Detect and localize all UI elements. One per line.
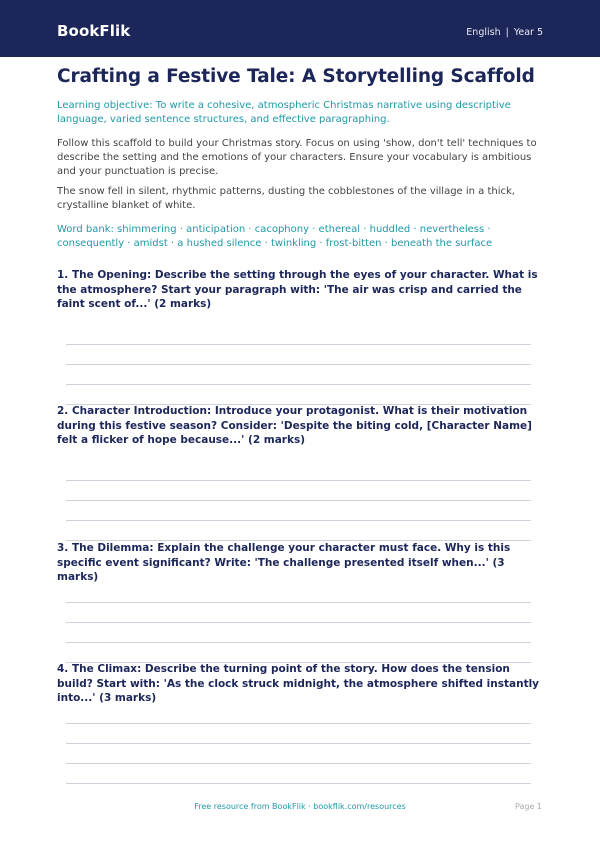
answer-line[interactable]	[66, 783, 531, 784]
answer-line[interactable]	[66, 384, 531, 385]
question-1: 1. The Opening: Describe the setting through the eyes of your character. What is the atmosphere? Start your paragraph with: 'The air was crisp and carried the faint scent of...' (2 marks)	[57, 269, 538, 310]
question-4: 4. The Climax: Describe the turning point of the story. How does the tension build? Start with: 'As the clock struck midnight, the atmosphere shifted instantly into...' (3 marks)	[57, 663, 540, 704]
instructions-paragraph: Follow this scaffold to build your Christmas story. Focus on using 'show, don't tell' techniques to describe the setting and the emotions of your characters. Ensure your vocabulary is ambitious and your punctuation is precise.	[57, 138, 537, 177]
page-number: Page 1	[515, 802, 542, 811]
answer-line[interactable]	[66, 763, 531, 764]
subject-year-label	[466, 27, 543, 38]
answer-line[interactable]	[66, 622, 531, 623]
answer-line[interactable]	[66, 344, 531, 345]
question-3: 3. The Dilemma: Explain the challenge your character must face. Why is this specific event significant? Write: 'The challenge presented itself when...' (3 marks)	[57, 542, 511, 583]
answer-line[interactable]	[66, 480, 531, 481]
word-bank: Word bank: shimmering · anticipation · cacophony · ethereal · huddled · nevertheless · consequently · amidst · a hushed silence · twinkling · frost-bitten · beneath the surface	[57, 224, 493, 249]
answer-line[interactable]	[66, 602, 531, 603]
meta-separator: |	[505, 27, 509, 38]
subject-label: English	[466, 27, 501, 38]
worksheet-title: Crafting a Festive Tale: A Storytelling Scaffold	[57, 66, 535, 87]
question-2: 2. Character Introduction: Introduce your protagonist. What is their motivation during this festive season? Consider: 'Despite the biting cold, [Character Name] felt a flicker of hope because...' (2 marks)	[57, 405, 532, 446]
answer-line[interactable]	[66, 520, 531, 521]
learning-objective: Learning objective: To write a cohesive, atmospheric Christmas narrative using descriptive language, varied sentence structures, and effective paragraphing.	[57, 100, 511, 125]
example-opening-line: The snow fell in silent, rhythmic patterns, dusting the cobblestones of the village in a thick, crystalline blanket of white.	[57, 186, 515, 211]
brand-logo-text: BookFlik	[57, 22, 131, 40]
answer-line[interactable]	[66, 642, 531, 643]
year-label: Year 5	[513, 27, 543, 38]
answer-line[interactable]	[66, 723, 531, 724]
answer-line[interactable]	[66, 364, 531, 365]
footer-credit: Free resource from BookFlik · bookflik.com/resources	[194, 802, 406, 811]
page-header	[0, 0, 600, 57]
answer-line[interactable]	[66, 743, 531, 744]
answer-line[interactable]	[66, 500, 531, 501]
